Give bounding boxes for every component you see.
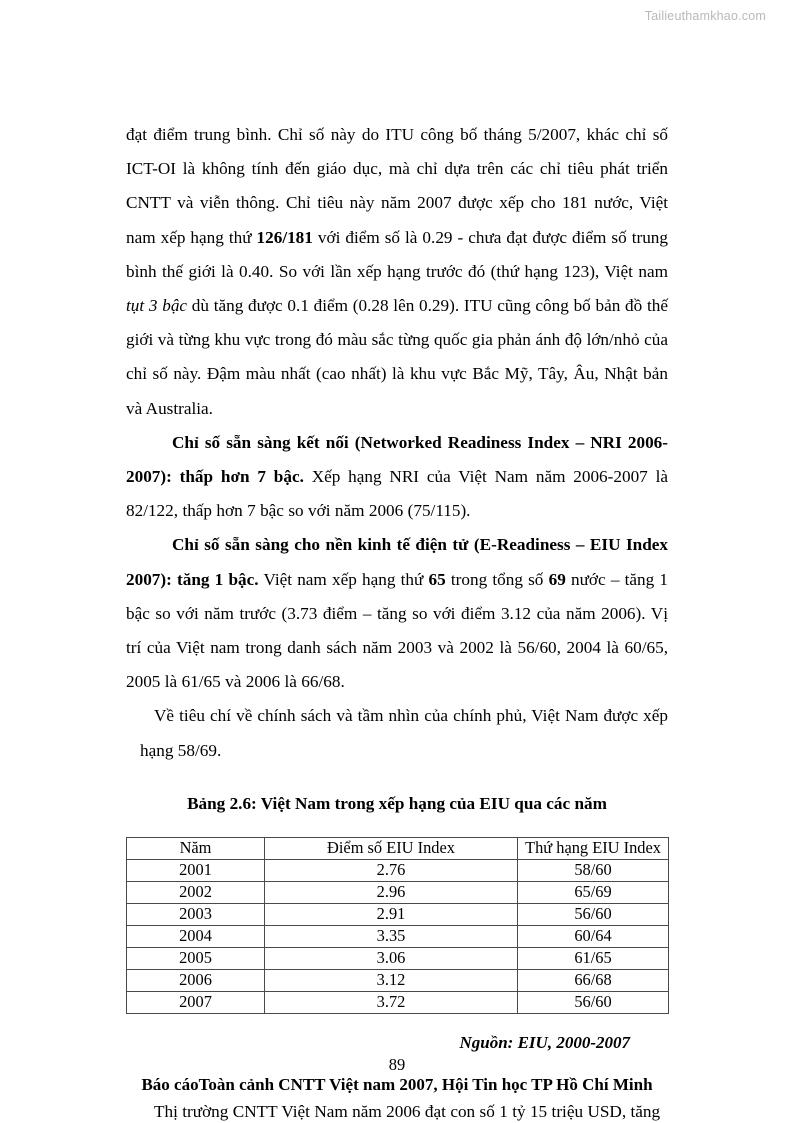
table-row xyxy=(127,859,669,881)
paragraph-text: Xếp hạng NRI của Việt Nam năm 2006-2007 là 82/122, thấp hơn 7 bậc so với năm 2006 (75/115). xyxy=(126,467,668,521)
table-row xyxy=(127,881,669,903)
table-source: Nguồn: EIU, 2000-2007 xyxy=(459,1032,630,1052)
cell-year: 2001 xyxy=(127,859,265,881)
rank-65: 65 xyxy=(428,569,446,589)
cell-year: 2006 xyxy=(127,969,265,991)
nri-heading: Chỉ số sẵn sàng kết nối (Networked Readiness Index – NRI 2006-2007): thấp hơn 7 bậc. xyxy=(126,432,668,487)
cell-score: 2.96 xyxy=(265,881,518,903)
paragraph-text: trong tổng số xyxy=(445,569,549,589)
eiu-ranking-table xyxy=(126,837,669,1014)
paragraph-eiu-index xyxy=(126,528,668,699)
paragraph-itu-index xyxy=(126,118,668,426)
paragraph-text: dù tăng được 0.1 điểm (0.28 lên 0.29). ITU cũng công bố bản đồ thế giới và từng khu vực trong đó màu sắc từng quốc gia phản ánh độ lớn/nhỏ của chỉ số này. Đậm màu nhất (cao nhất) là khu vực Bắc Mỹ, Tây, Âu, Nhật bản và Australia. xyxy=(126,296,668,418)
cell-rank: 66/68 xyxy=(518,969,669,991)
cell-rank: 65/69 xyxy=(518,881,669,903)
site-watermark: Tailieuthamkhao.com xyxy=(644,9,766,23)
cell-score: 3.12 xyxy=(265,969,518,991)
column-header-year: Năm xyxy=(127,837,265,859)
cell-score: 3.06 xyxy=(265,947,518,969)
table-row xyxy=(127,947,669,969)
cell-score: 3.72 xyxy=(265,991,518,1013)
paragraph-text: với điểm số là 0.29 - chưa đạt được điểm số trung bình thế giới là 0.40. So với lần xếp hạng trước đó (thứ hạng 123), Việt nam xyxy=(126,227,668,281)
cell-score: 2.76 xyxy=(265,859,518,881)
rank-126-181: 126/181 xyxy=(256,227,313,247)
cell-rank: 58/60 xyxy=(518,859,669,881)
cell-year: 2002 xyxy=(127,881,265,903)
emphasis-tut-3-bac: tụt 3 bậc xyxy=(126,296,188,316)
paragraph-text: đạt điểm trung bình. Chỉ số này do ITU công bố tháng 5/2007, khác chỉ số ICT-OI là không tính đến giáo dục, mà chỉ dựa trên các chỉ tiêu phát triển CNTT và viễn thông. Chỉ tiêu này năm 2007 được xếp cho 181 nước, Việt nam xếp hạng thứ xyxy=(126,125,668,247)
cell-rank: 56/60 xyxy=(518,903,669,925)
eiu-heading: Chỉ số sẵn sàng cho nền kinh tế điện tử (E-Readiness – EIU Index 2007): tăng 1 bậc. xyxy=(126,535,668,589)
total-69: 69 xyxy=(548,569,566,589)
cell-rank: 56/60 xyxy=(518,991,669,1013)
document-body xyxy=(126,118,668,1123)
table-row xyxy=(127,991,669,1013)
cell-score: 2.91 xyxy=(265,903,518,925)
cell-year: 2004 xyxy=(127,925,265,947)
paragraph-text: nước – tăng 1 bậc so với năm trước (3.73 điểm – tăng so với điểm 3.12 của năm 2006). Vị trí của Việt nam trong danh sách năm 2003 và 2002 là 56/60, 2004 là 60/65, 2005 là 61/65 và 2006 là 66/68. xyxy=(126,569,668,692)
page-number: 89 xyxy=(388,1055,406,1074)
paragraph-text: Việt nam xếp hạng thứ xyxy=(258,569,429,589)
cell-year: 2003 xyxy=(127,903,265,925)
cell-rank: 61/65 xyxy=(518,947,669,969)
paragraph-market-size: Thị trường CNTT Việt Nam năm 2006 đạt con số 1 tỷ 15 triệu USD, tăng xyxy=(154,1101,661,1121)
paragraph-policy-vision: Về tiêu chí về chính sách và tầm nhìn của chính phủ, Việt Nam được xếp hạng 58/69. xyxy=(140,706,668,760)
cell-score: 3.35 xyxy=(265,925,518,947)
table-row xyxy=(127,925,669,947)
table-caption: Bảng 2.6: Việt Nam trong xếp hạng của EIU qua các năm xyxy=(187,793,607,813)
cell-rank: 60/64 xyxy=(518,925,669,947)
column-header-rank: Thứ hạng EIU Index xyxy=(518,837,669,859)
paragraph-nri-index xyxy=(126,426,668,529)
table-row xyxy=(127,903,669,925)
table-header-row xyxy=(127,837,669,859)
table-row xyxy=(127,969,669,991)
report-reference: Báo cáoToàn cảnh CNTT Việt nam 2007, Hội Tin học TP Hồ Chí Minh xyxy=(141,1074,653,1094)
cell-year: 2005 xyxy=(127,947,265,969)
column-header-score: Điểm số EIU Index xyxy=(265,837,518,859)
cell-year: 2007 xyxy=(127,991,265,1013)
